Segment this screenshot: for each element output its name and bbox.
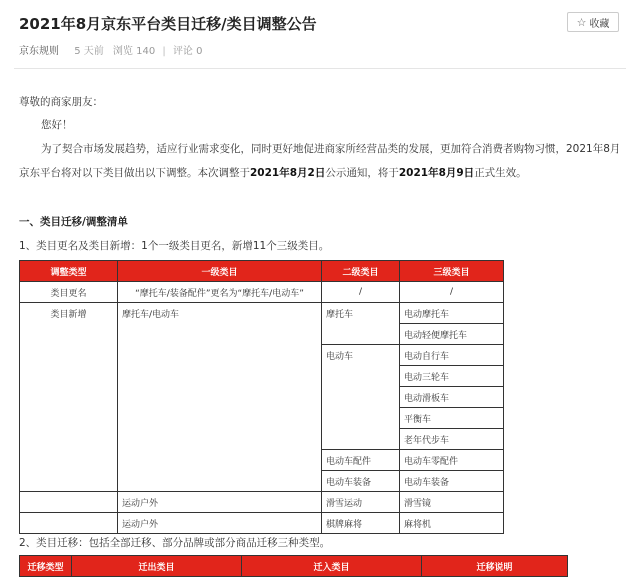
cell-level3: 电动自行车 <box>400 345 504 366</box>
header-level1: 一级类目 <box>118 261 322 282</box>
header-level2: 二级类目 <box>322 261 400 282</box>
category-adjust-table <box>19 260 504 534</box>
comment-count: 评论 0 <box>172 46 203 57</box>
header-migration-note: 迁移说明 <box>422 556 568 577</box>
cell-level3: 电动车零配件 <box>400 450 504 471</box>
header-target-category: 迁入类目 <box>242 556 422 577</box>
header-source-category: 迁出类目 <box>72 556 242 577</box>
cell-level2: 电动车 <box>322 345 400 450</box>
cell-level3: 电动车装备 <box>400 471 504 492</box>
paragraph-text-a: 京东平台将对以下类目做出以下调整。本次调整于 <box>19 167 250 179</box>
cell-level1: 运动户外 <box>118 513 322 534</box>
favorite-label: 收藏 <box>589 18 610 30</box>
cell-level2: 滑雪运动 <box>322 492 400 513</box>
header-divider <box>14 68 626 69</box>
author-link[interactable]: 京东规则 <box>19 46 59 57</box>
table-header-row <box>20 261 504 282</box>
cell-level3: 电动三轮车 <box>400 366 504 387</box>
cell-level3: 滑雪镜 <box>400 492 504 513</box>
cell-level2: / <box>322 282 400 303</box>
meta-separator: | <box>162 46 166 57</box>
cell-level3: 老年代步车 <box>400 429 504 450</box>
cell-type: 类目更名 <box>20 282 118 303</box>
cell-level2: 电动车装备 <box>322 471 400 492</box>
cell-level3: 电动轻便摩托车 <box>400 324 504 345</box>
cell-type-empty <box>20 492 118 513</box>
subsection-1: 1、类目更名及类目新增：1个一级类目更名，新增11个三级类目。 <box>19 240 330 252</box>
star-icon: ☆ <box>576 15 587 29</box>
cell-type-empty <box>20 513 118 534</box>
cell-level3: 电动滑板车 <box>400 387 504 408</box>
header-adjust-type: 调整类型 <box>20 261 118 282</box>
cell-level3: 电动摩托车 <box>400 303 504 324</box>
subsection-2: 2、类目迁移：包括全部迁移、部分品牌或部分商品迁移三种类型。 <box>19 537 331 549</box>
cell-level1: 运动户外 <box>118 492 322 513</box>
cell-level1: “摩托车/装备配件”更名为“摩托车/电动车” <box>118 282 322 303</box>
cell-level2: 电动车配件 <box>322 450 400 471</box>
cell-level3: 麻将机 <box>400 513 504 534</box>
cell-level3: / <box>400 282 504 303</box>
article-meta <box>19 42 202 57</box>
table-header-row <box>20 556 568 577</box>
table-row <box>20 303 504 324</box>
cell-type: 类目新增 <box>20 303 118 492</box>
header-level3: 三级类目 <box>400 261 504 282</box>
hello: 您好！ <box>41 119 73 131</box>
header-migration-type: 迁移类型 <box>20 556 72 577</box>
cell-level1: 摩托车/电动车 <box>118 303 322 492</box>
effective-date: 2021年8月9日 <box>398 167 475 179</box>
paragraph-line-1: 为了契合市场发展趋势，适应行业需求变化，同时更好地促进商家所经营品类的发展，更加符合消费者购物习惯，2021年8月 <box>41 143 621 155</box>
cell-level2: 摩托车 <box>322 303 400 345</box>
table-row <box>20 282 504 303</box>
paragraph-text-b: 公示通知，将于 <box>325 167 399 179</box>
section-heading: 一、类目迁移/调整清单 <box>19 216 128 228</box>
view-count: 浏览 140 <box>112 46 156 57</box>
paragraph-line-2 <box>19 165 527 180</box>
paragraph-text-c: 正式生效。 <box>474 167 527 179</box>
notice-date: 2021年8月2日 <box>250 167 326 179</box>
post-time: 5 天前 <box>74 46 104 57</box>
greeting: 尊敬的商家朋友： <box>19 96 103 108</box>
cell-level3: 平衡车 <box>400 408 504 429</box>
page-title: 2021年8月京东平台类目迁移/类目调整公告 <box>19 15 317 33</box>
table-row <box>20 513 504 534</box>
category-migration-table <box>19 555 568 577</box>
table-row <box>20 492 504 513</box>
favorite-button[interactable] <box>567 12 619 32</box>
cell-level2: 棋牌麻将 <box>322 513 400 534</box>
